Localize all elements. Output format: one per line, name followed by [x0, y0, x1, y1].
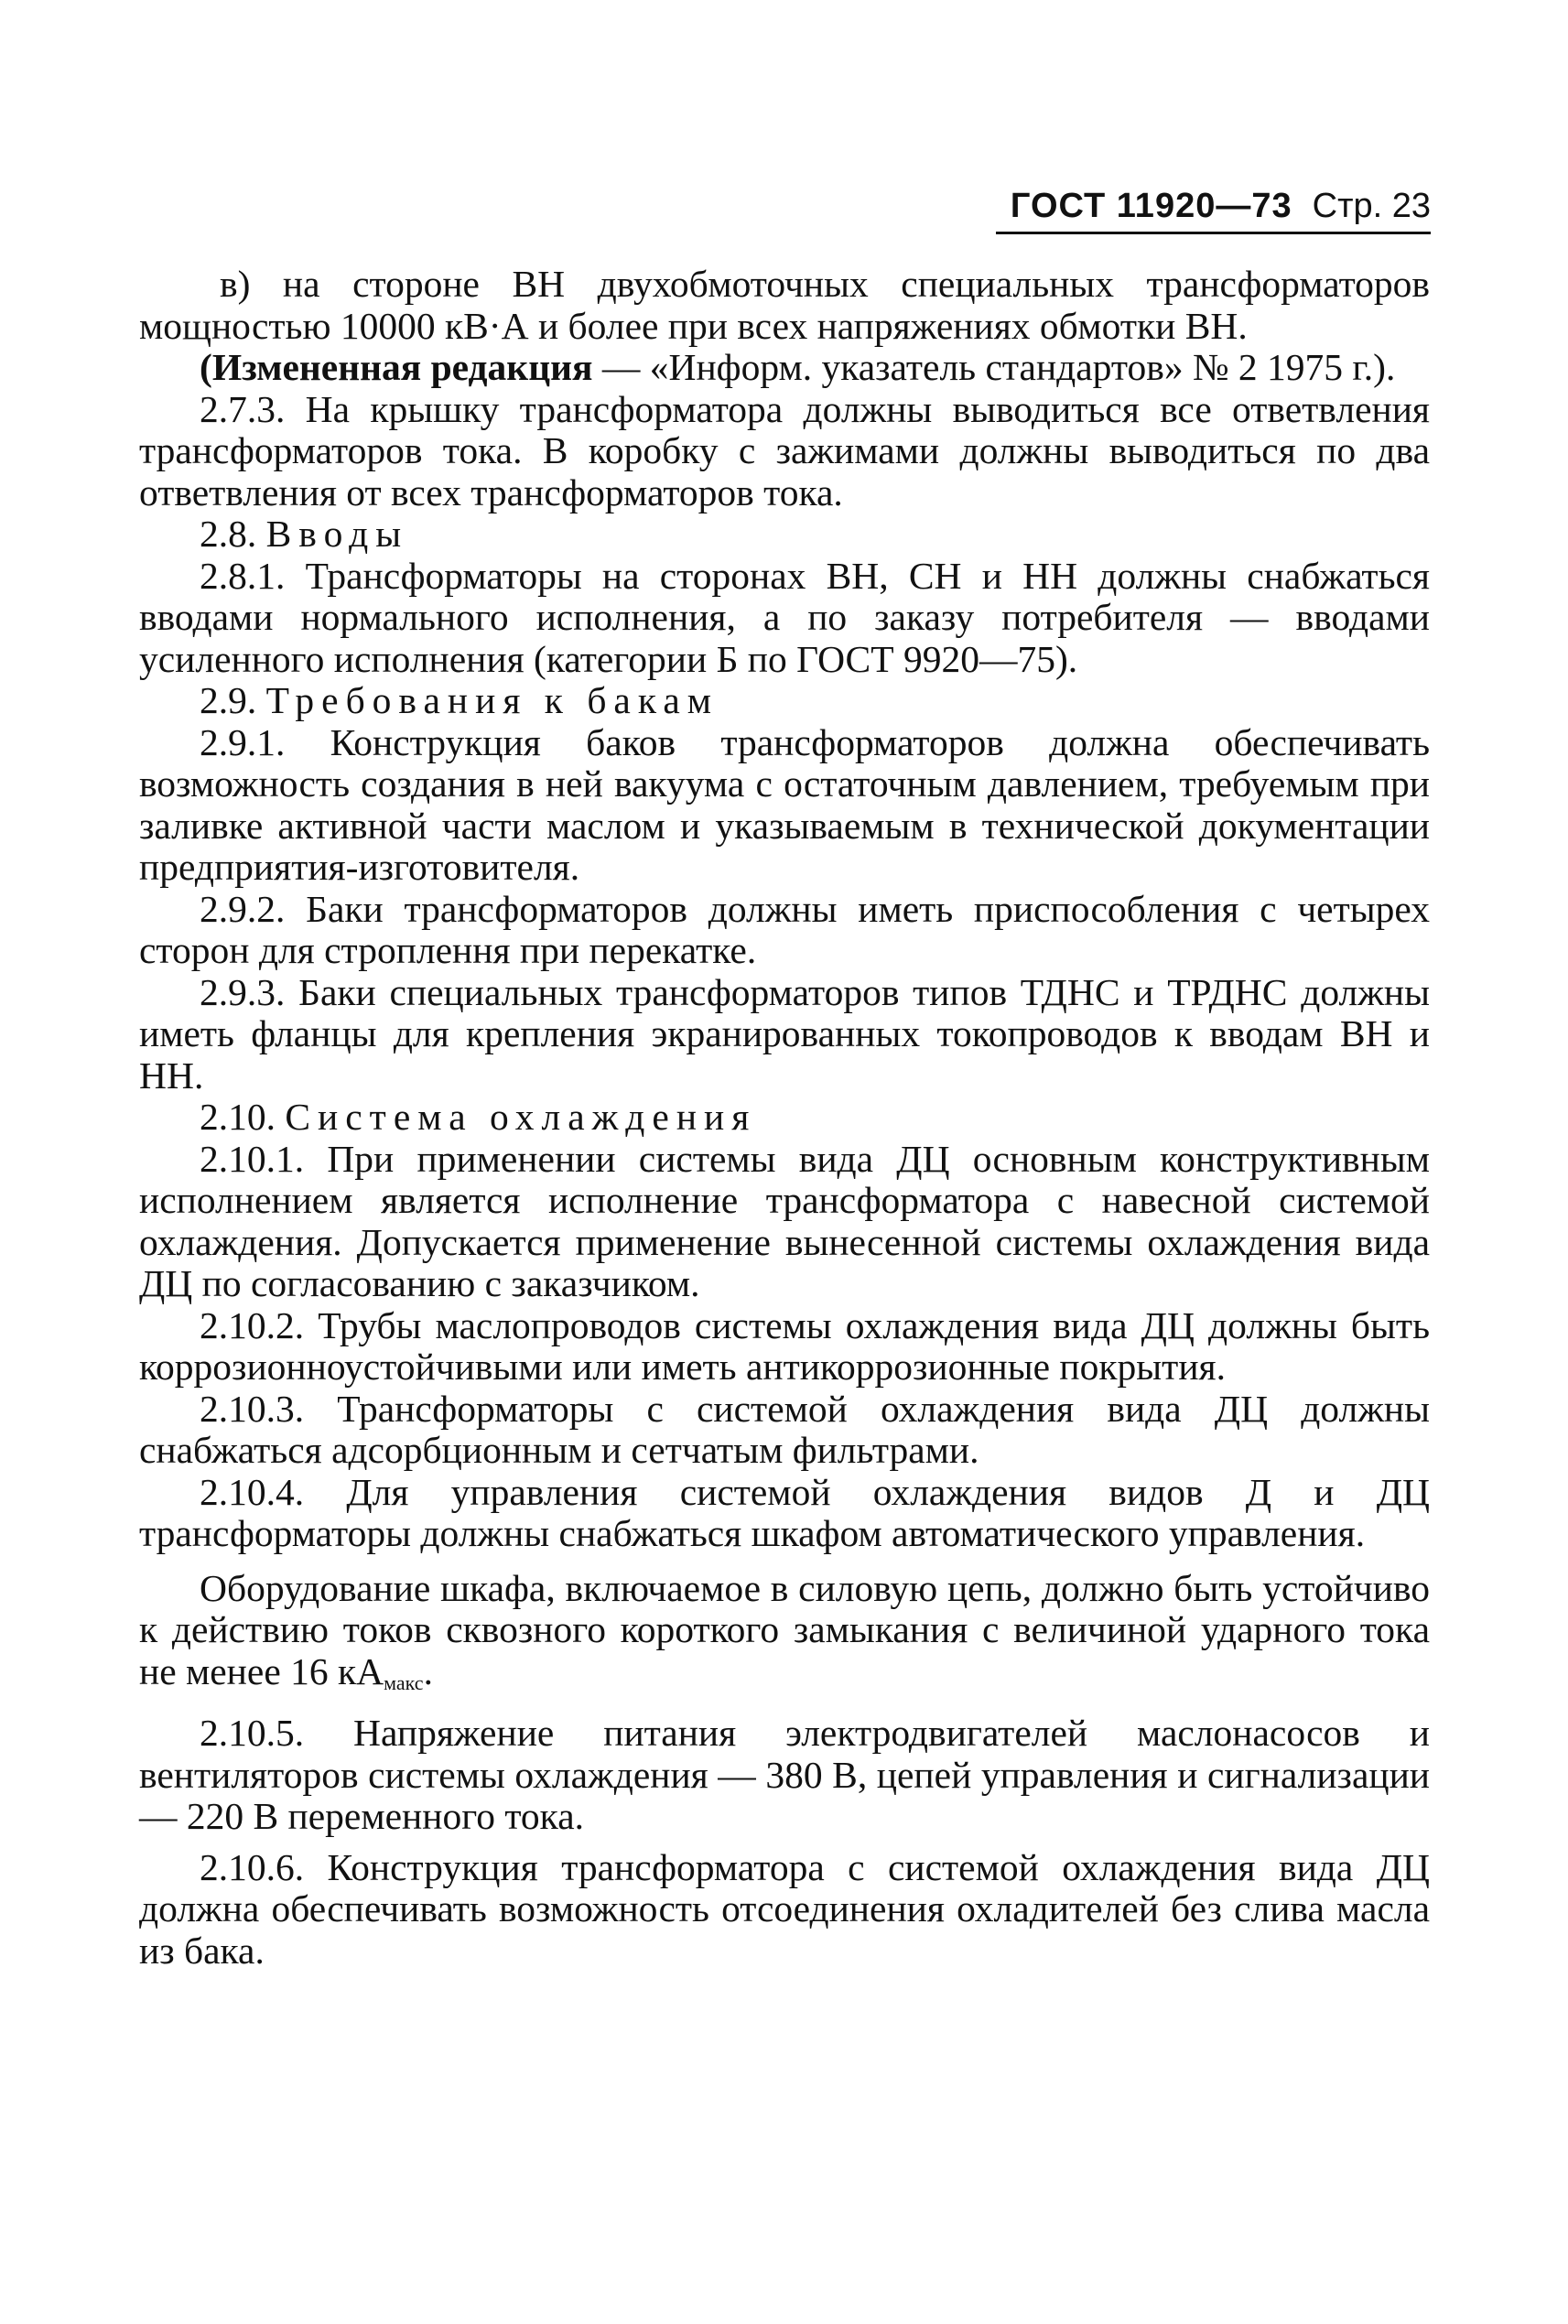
- edition-note-text: — «Информ. указатель стандартов» № 2 1975 г.).: [592, 346, 1396, 388]
- section-number: 2.10.: [200, 1096, 286, 1138]
- section-title: Система охлаждения: [285, 1096, 757, 1138]
- paragraph-2-9-3: 2.9.3. Баки специальных трансформаторов типов ТДНС и ТРДНС должны иметь фланцы для крепления экранированных токопроводов к вводам ВН и НН.: [139, 970, 1430, 1097]
- paragraph-2-7-3: 2.7.3. На крышку трансформатора должны выводиться все ответвления трансформаторов тока. В коробку с зажимами должны выводиться по два ответвления от всех трансформаторов тока.: [139, 387, 1430, 513]
- document-body: [139, 264, 1430, 1972]
- paragraph-2-9-2: 2.9.2. Баки трансформаторов должны иметь приспособления с четырех сторон для строплення при перекатке.: [139, 887, 1430, 971]
- section-number: 2.9.: [200, 679, 266, 721]
- section-number: 2.8.: [200, 513, 266, 555]
- paragraph-2-9-1: 2.9.1. Конструкция баков трансформаторов должна обеспечивать возможность создания в ней вакуума с остаточным давлением, требуемым при заливке активной части маслом и указываемым в технической документации предприятия-изготовителя.: [139, 720, 1430, 888]
- paragraph-2-8-1: 2.8.1. Трансформаторы на сторонах ВН, СН и НН должны снабжаться вводами нормального исполнения, а по заказу потребителя — вводами усиленного исполнения (категории Б по ГОСТ 9920—75).: [139, 554, 1430, 680]
- section-heading-2-10: [139, 1097, 1430, 1139]
- paragraph-2-10-1: 2.10.1. При применении системы вида ДЦ основным конструктивным исполнением является исполнение трансформатора с навесной системой охлаждения. Допускается применение вынесенной системы охлаждения вида ДЦ по согласованию с заказчиком.: [139, 1137, 1430, 1304]
- equipment-text: Оборудование шкафа, включаемое в силовую цепь, должно быть устойчиво к действию токов сквозного короткого замыкания с величиной ударного тока не менее 16 кА: [139, 1566, 1430, 1692]
- paragraph-2-10-2: 2.10.2. Трубы маслопроводов системы охлаждения вида ДЦ должны быть коррозионноустойчивыми или иметь антикоррозионные покрытия.: [139, 1303, 1430, 1388]
- paragraph-edition-note: [139, 347, 1430, 389]
- section-title: Требования к бакам: [265, 679, 719, 721]
- paragraph-2-10-5: 2.10.5. Напряжение питания электродвигателей маслонасосов и вентиляторов системы охлаждения — 380 В, цепей управления и сигнализации — 220 В переменного тока.: [139, 1712, 1430, 1837]
- paragraph-2-10-3: 2.10.3. Трансформаторы с системой охлаждения вида ДЦ должны снабжаться адсорбционным и сетчатым фильтрами.: [139, 1387, 1430, 1471]
- paragraph-2-10-6: 2.10.6. Конструкция трансформатора с системой охлаждения вида ДЦ должна обеспечивать возможность отсоединения охладителей без слива масла из бака.: [139, 1845, 1430, 1972]
- page-number: Стр. 23: [1312, 187, 1431, 225]
- equipment-end: .: [423, 1649, 433, 1692]
- paragraph-item-v: в) на стороне ВН двухобмоточных специальных трансформаторов мощностью 10000 кВ·А и более при всех напряжениях обмотки ВН.: [139, 263, 1430, 347]
- subscript-max: макс: [384, 1670, 424, 1694]
- section-title: Вводы: [265, 513, 409, 555]
- paragraph-2-10-4: 2.10.4. Для управления системой охлаждения видов Д и ДЦ трансформаторы должны снабжаться шкафом автоматического управления.: [139, 1470, 1430, 1554]
- paragraph-equipment: [139, 1568, 1430, 1704]
- edition-note-label: (Измененная редакция: [200, 346, 593, 388]
- section-heading-2-9: [139, 680, 1430, 722]
- standard-number: ГОСТ 11920—73: [1010, 187, 1292, 225]
- page-header: [996, 188, 1431, 234]
- section-heading-2-8: [139, 513, 1430, 556]
